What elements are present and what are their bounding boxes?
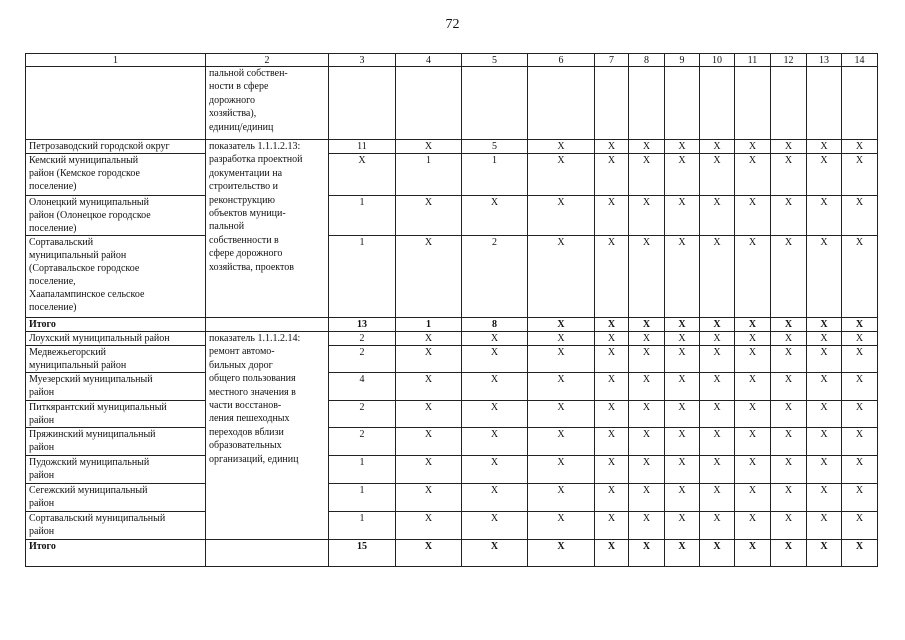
value-cell: Х bbox=[700, 428, 735, 456]
total-value-cell: Х bbox=[396, 540, 462, 567]
column-number-header: 3 bbox=[329, 54, 396, 67]
value-cell: Х bbox=[665, 346, 700, 373]
region-name-cell: Медвежьегорский муниципальный район bbox=[26, 346, 206, 373]
value-cell: Х bbox=[629, 332, 665, 346]
empty-cell bbox=[396, 67, 462, 140]
data-table bbox=[25, 53, 878, 567]
value-cell: Х bbox=[735, 140, 771, 154]
table-row bbox=[26, 428, 878, 456]
column-number-header: 8 bbox=[629, 54, 665, 67]
value-cell: Х bbox=[700, 373, 735, 401]
table-body bbox=[26, 54, 878, 567]
region-name-cell: Лоухский муниципальный район bbox=[26, 332, 206, 346]
value-cell: 1 bbox=[462, 154, 528, 196]
value-cell: Х bbox=[629, 154, 665, 196]
indicator-cell: показатель 1.1.1.2.14: ремонт автомо- бильных дорог общего пользования местного значения в части восстанов- ления пешеходных переходов вблизи образовательных организаций, единиц bbox=[206, 332, 329, 540]
column-number-header: 9 bbox=[665, 54, 700, 67]
value-cell: Х bbox=[629, 196, 665, 236]
empty-cell bbox=[700, 67, 735, 140]
value-cell: Х bbox=[735, 512, 771, 540]
value-cell: Х bbox=[462, 456, 528, 484]
total-value-cell: Х bbox=[629, 318, 665, 332]
value-cell: Х bbox=[629, 428, 665, 456]
value-cell: Х bbox=[842, 236, 878, 318]
value-cell: Х bbox=[396, 428, 462, 456]
empty-cell bbox=[665, 67, 700, 140]
table-row bbox=[26, 484, 878, 512]
value-cell: Х bbox=[842, 484, 878, 512]
value-cell: Х bbox=[807, 401, 842, 428]
value-cell: Х bbox=[771, 346, 807, 373]
total-value-cell: Х bbox=[665, 540, 700, 567]
value-cell: Х bbox=[842, 196, 878, 236]
value-cell: Х bbox=[462, 512, 528, 540]
value-cell: Х bbox=[396, 401, 462, 428]
column-number-header: 13 bbox=[807, 54, 842, 67]
value-cell: Х bbox=[462, 428, 528, 456]
value-cell: Х bbox=[595, 512, 629, 540]
value-cell: Х bbox=[528, 332, 595, 346]
value-cell: Х bbox=[665, 512, 700, 540]
value-cell: Х bbox=[629, 456, 665, 484]
region-name-cell: Кемский муниципальный район (Кемское городское поселение) bbox=[26, 154, 206, 196]
total-value-cell: Х bbox=[665, 318, 700, 332]
value-cell: Х bbox=[807, 154, 842, 196]
column-number-header: 10 bbox=[700, 54, 735, 67]
value-cell: 1 bbox=[329, 456, 396, 484]
value-cell: Х bbox=[700, 140, 735, 154]
value-cell: Х bbox=[842, 512, 878, 540]
total-value-cell: Х bbox=[700, 540, 735, 567]
column-number-header: 14 bbox=[842, 54, 878, 67]
value-cell: Х bbox=[595, 154, 629, 196]
value-cell: Х bbox=[700, 154, 735, 196]
value-cell: Х bbox=[528, 140, 595, 154]
value-cell: Х bbox=[807, 346, 842, 373]
region-name-cell bbox=[26, 67, 206, 140]
value-cell: Х bbox=[771, 456, 807, 484]
value-cell: Х bbox=[396, 512, 462, 540]
value-cell: Х bbox=[629, 236, 665, 318]
value-cell: Х bbox=[700, 401, 735, 428]
value-cell: Х bbox=[665, 154, 700, 196]
value-cell: Х bbox=[771, 373, 807, 401]
value-cell: 2 bbox=[462, 236, 528, 318]
empty-cell bbox=[206, 540, 329, 567]
value-cell: Х bbox=[595, 401, 629, 428]
value-cell: Х bbox=[396, 140, 462, 154]
total-label-cell: Итого bbox=[26, 318, 206, 332]
value-cell: Х bbox=[700, 484, 735, 512]
value-cell: Х bbox=[700, 196, 735, 236]
table-row bbox=[26, 512, 878, 540]
region-name-cell: Питкярантский муниципальный район bbox=[26, 401, 206, 428]
total-value-cell: Х bbox=[807, 540, 842, 567]
value-cell: Х bbox=[771, 512, 807, 540]
total-value-cell: Х bbox=[771, 540, 807, 567]
value-cell: Х bbox=[807, 140, 842, 154]
value-cell: Х bbox=[842, 332, 878, 346]
empty-cell bbox=[842, 67, 878, 140]
value-cell: Х bbox=[595, 236, 629, 318]
value-cell: Х bbox=[807, 236, 842, 318]
table-row bbox=[26, 346, 878, 373]
value-cell: Х bbox=[528, 154, 595, 196]
value-cell: 2 bbox=[329, 332, 396, 346]
column-number-header: 11 bbox=[735, 54, 771, 67]
value-cell: Х bbox=[595, 332, 629, 346]
value-cell: Х bbox=[807, 196, 842, 236]
value-cell: Х bbox=[735, 236, 771, 318]
region-name-cell: Пряжинский муниципальный район bbox=[26, 428, 206, 456]
table-row bbox=[26, 236, 878, 318]
total-value-cell: Х bbox=[595, 540, 629, 567]
table-row bbox=[26, 401, 878, 428]
value-cell: 11 bbox=[329, 140, 396, 154]
empty-cell bbox=[462, 67, 528, 140]
value-cell: Х bbox=[396, 346, 462, 373]
value-cell: 5 bbox=[462, 140, 528, 154]
value-cell: Х bbox=[665, 140, 700, 154]
value-cell: Х bbox=[629, 140, 665, 154]
value-cell: Х bbox=[595, 484, 629, 512]
value-cell: Х bbox=[396, 373, 462, 401]
column-number-header: 7 bbox=[595, 54, 629, 67]
table-row bbox=[26, 373, 878, 401]
value-cell: Х bbox=[396, 332, 462, 346]
value-cell: 1 bbox=[396, 154, 462, 196]
total-value-cell: Х bbox=[629, 540, 665, 567]
value-cell: Х bbox=[842, 401, 878, 428]
value-cell: Х bbox=[735, 154, 771, 196]
value-cell: Х bbox=[665, 456, 700, 484]
value-cell: Х bbox=[396, 456, 462, 484]
value-cell: Х bbox=[771, 140, 807, 154]
value-cell: Х bbox=[735, 484, 771, 512]
table-row bbox=[26, 196, 878, 236]
value-cell: Х bbox=[595, 140, 629, 154]
total-row bbox=[26, 318, 878, 332]
value-cell: Х bbox=[629, 401, 665, 428]
table-row bbox=[26, 154, 878, 196]
total-value-cell: 15 bbox=[329, 540, 396, 567]
column-number-header: 1 bbox=[26, 54, 206, 67]
value-cell: Х bbox=[665, 428, 700, 456]
total-value-cell: 1 bbox=[396, 318, 462, 332]
empty-cell bbox=[528, 67, 595, 140]
value-cell: 1 bbox=[329, 512, 396, 540]
total-value-cell: Х bbox=[528, 540, 595, 567]
total-value-cell: Х bbox=[595, 318, 629, 332]
value-cell: Х bbox=[700, 512, 735, 540]
value-cell: Х bbox=[595, 428, 629, 456]
value-cell: Х bbox=[462, 196, 528, 236]
value-cell: Х bbox=[595, 373, 629, 401]
table-row bbox=[26, 456, 878, 484]
value-cell: Х bbox=[735, 332, 771, 346]
value-cell: 2 bbox=[329, 401, 396, 428]
value-cell: Х bbox=[528, 512, 595, 540]
value-cell: Х bbox=[665, 196, 700, 236]
value-cell: Х bbox=[700, 236, 735, 318]
value-cell: Х bbox=[528, 196, 595, 236]
column-number-header: 12 bbox=[771, 54, 807, 67]
value-cell: Х bbox=[462, 332, 528, 346]
value-cell: Х bbox=[462, 484, 528, 512]
value-cell: Х bbox=[842, 456, 878, 484]
empty-cell bbox=[771, 67, 807, 140]
value-cell: Х bbox=[462, 373, 528, 401]
continuation-row bbox=[26, 67, 878, 140]
value-cell: Х bbox=[665, 332, 700, 346]
value-cell: 1 bbox=[329, 484, 396, 512]
column-number-header: 5 bbox=[462, 54, 528, 67]
value-cell: 1 bbox=[329, 196, 396, 236]
value-cell: Х bbox=[665, 484, 700, 512]
value-cell: Х bbox=[700, 456, 735, 484]
value-cell: Х bbox=[735, 346, 771, 373]
column-number-header: 2 bbox=[206, 54, 329, 67]
value-cell: Х bbox=[771, 154, 807, 196]
value-cell: Х bbox=[595, 346, 629, 373]
value-cell: Х bbox=[807, 332, 842, 346]
value-cell: Х bbox=[700, 332, 735, 346]
empty-cell bbox=[329, 67, 396, 140]
value-cell: Х bbox=[528, 373, 595, 401]
total-value-cell: Х bbox=[771, 318, 807, 332]
value-cell: Х bbox=[595, 196, 629, 236]
value-cell: 1 bbox=[329, 236, 396, 318]
empty-cell bbox=[735, 67, 771, 140]
value-cell: Х bbox=[528, 456, 595, 484]
value-cell: Х bbox=[629, 512, 665, 540]
value-cell: Х bbox=[396, 196, 462, 236]
empty-cell bbox=[206, 318, 329, 332]
value-cell: Х bbox=[396, 236, 462, 318]
value-cell: Х bbox=[807, 512, 842, 540]
total-value-cell: Х bbox=[842, 540, 878, 567]
total-value-cell: Х bbox=[735, 540, 771, 567]
region-name-cell: Сегежский муниципальный район bbox=[26, 484, 206, 512]
total-value-cell: Х bbox=[528, 318, 595, 332]
value-cell: 2 bbox=[329, 428, 396, 456]
value-cell: Х bbox=[842, 346, 878, 373]
value-cell: Х bbox=[595, 456, 629, 484]
indicator-cell: показатель 1.1.1.2.13: разработка проектной документации на строительство и реконструкцию объектов муници- пальной собственности в сфере дорожного хозяйства, проектов bbox=[206, 140, 329, 318]
value-cell: Х bbox=[462, 401, 528, 428]
region-name-cell: Пудожский муниципальный район bbox=[26, 456, 206, 484]
value-cell: Х bbox=[665, 401, 700, 428]
region-name-cell: Муезерский муниципальный район bbox=[26, 373, 206, 401]
total-value-cell: Х bbox=[700, 318, 735, 332]
value-cell: Х bbox=[329, 154, 396, 196]
value-cell: Х bbox=[771, 401, 807, 428]
total-value-cell: 8 bbox=[462, 318, 528, 332]
value-cell: Х bbox=[807, 428, 842, 456]
column-number-header: 6 bbox=[528, 54, 595, 67]
empty-cell bbox=[595, 67, 629, 140]
value-cell: Х bbox=[462, 346, 528, 373]
empty-cell bbox=[807, 67, 842, 140]
value-cell: Х bbox=[807, 373, 842, 401]
value-cell: Х bbox=[735, 401, 771, 428]
indicator-cell: пальной собствен- ности в сфере дорожного хозяйства), единиц/единиц bbox=[206, 67, 329, 140]
value-cell: Х bbox=[629, 373, 665, 401]
value-cell: Х bbox=[771, 428, 807, 456]
value-cell: Х bbox=[528, 346, 595, 373]
value-cell: Х bbox=[771, 196, 807, 236]
value-cell: 4 bbox=[329, 373, 396, 401]
total-value-cell: Х bbox=[735, 318, 771, 332]
total-value-cell: Х bbox=[842, 318, 878, 332]
value-cell: Х bbox=[771, 236, 807, 318]
page-number: 72 bbox=[445, 17, 460, 32]
total-label-cell: Итого bbox=[26, 540, 206, 567]
value-cell: Х bbox=[842, 154, 878, 196]
value-cell: Х bbox=[700, 346, 735, 373]
value-cell: Х bbox=[771, 484, 807, 512]
total-value-cell: Х bbox=[807, 318, 842, 332]
value-cell: Х bbox=[528, 236, 595, 318]
value-cell: Х bbox=[528, 401, 595, 428]
total-value-cell: Х bbox=[462, 540, 528, 567]
total-value-cell: 13 bbox=[329, 318, 396, 332]
region-name-cell: Сортавальский муниципальный район (Сортавальское городское поселение, Хаапалампинское сельское поселение) bbox=[26, 236, 206, 318]
value-cell: 2 bbox=[329, 346, 396, 373]
table-row bbox=[26, 332, 878, 346]
value-cell: Х bbox=[528, 484, 595, 512]
value-cell: Х bbox=[842, 428, 878, 456]
value-cell: Х bbox=[735, 373, 771, 401]
value-cell: Х bbox=[665, 236, 700, 318]
value-cell: Х bbox=[396, 484, 462, 512]
region-name-cell: Петрозаводский городской округ bbox=[26, 140, 206, 154]
value-cell: Х bbox=[629, 484, 665, 512]
total-row bbox=[26, 540, 878, 567]
table-header-row bbox=[26, 54, 878, 67]
value-cell: Х bbox=[629, 346, 665, 373]
table-row bbox=[26, 140, 878, 154]
value-cell: Х bbox=[735, 456, 771, 484]
value-cell: Х bbox=[735, 196, 771, 236]
value-cell: Х bbox=[807, 484, 842, 512]
empty-cell bbox=[629, 67, 665, 140]
region-name-cell: Олонецкий муниципальный район (Олонецкое городское поселение) bbox=[26, 196, 206, 236]
value-cell: Х bbox=[842, 373, 878, 401]
value-cell: Х bbox=[842, 140, 878, 154]
region-name-cell: Сортавальский муниципальный район bbox=[26, 512, 206, 540]
value-cell: Х bbox=[807, 456, 842, 484]
value-cell: Х bbox=[771, 332, 807, 346]
value-cell: Х bbox=[528, 428, 595, 456]
column-number-header: 4 bbox=[396, 54, 462, 67]
value-cell: Х bbox=[735, 428, 771, 456]
value-cell: Х bbox=[665, 373, 700, 401]
